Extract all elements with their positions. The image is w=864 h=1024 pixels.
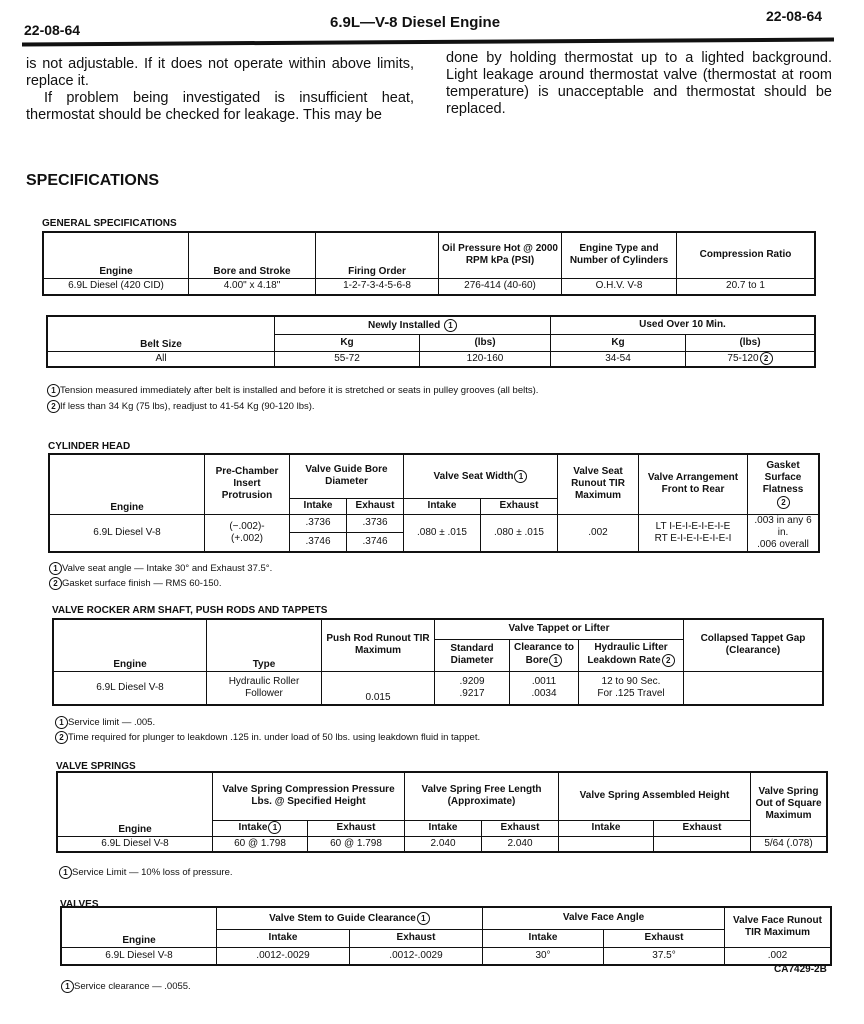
footnote-text: Service limit — .005. [68,717,156,729]
col-header: Oil Pressure Hot @ 2000 RPM kPa (PSI) [439,232,562,278]
footnote [58,866,233,879]
footnote-text: Valve seat angle — Intake 30° and Exhaust 37.5°. [62,563,273,575]
col-header [748,454,820,514]
cell-text: .9217 [459,687,485,699]
intro-paragraph: is not adjustable. If it does not operate within above limits, replace it. [26,56,414,89]
table-cell: 60 @ 1.798 [213,836,308,852]
footnote-2-icon: 2 [47,400,60,413]
col-header: Compression Ratio [677,232,816,278]
footnote-1-icon: 1 [55,716,68,729]
header-text: Gasket Surface Flatness [762,459,804,495]
footnote [54,731,480,744]
col-header: Intake [290,498,347,514]
header-rule [22,38,834,47]
table-cell: 6.9L Diesel V-8 [49,514,205,552]
header-text: Newly Installed [367,319,441,331]
footnote [48,562,272,575]
valve-springs-title: VALVE SPRINGS [56,761,136,772]
footnote-1-icon: 1 [417,912,430,925]
table-cell: .3736 [347,514,404,533]
footnote-text: If less than 34 Kg (75 lbs), readjust to 41-54 Kg (90-120 lbs). [60,401,315,413]
table-cell: 0.015 [322,671,435,705]
col-header: Kg [551,334,686,351]
col-header: Engine [57,772,213,836]
specifications-heading: SPECIFICATIONS [26,172,160,189]
header-text: Hydraulic Lifter Leakdown Rate [587,642,668,667]
table-cell: 37.5° [604,947,725,965]
col-header: Exhaust [654,820,751,836]
col-header: Exhaust [350,929,483,947]
col-header: Kg [275,334,420,351]
cylinder-head-title: CYLINDER HEAD [48,441,131,452]
col-header: Standard Diameter [435,639,510,671]
table-cell: 20.7 to 1 [677,278,816,295]
col-header: Intake [404,498,481,514]
page-number-right: 22-08-64 [766,8,823,24]
footnote-1-icon: 1 [514,470,527,483]
intro-paragraph: done by holding thermostat up to a lighted background. Light leakage around thermostat valve (thermostat at room temperature) is unacceptable and thermostat should be replaced. [446,50,832,117]
cell-text: .0011 [531,675,557,687]
page-number-left: 22-08-64 [24,22,81,38]
col-header: Valve Spring Free Length (Approximate) [405,772,559,820]
rocker-arm-table [52,618,824,706]
col-header: Exhaust [604,929,725,947]
valves-title: VALVES [60,899,99,910]
col-header: Intake [405,820,482,836]
col-header [579,639,684,671]
table-cell: .0012-.0029 [350,947,483,965]
col-header: Collapsed Tappet Gap (Clearance) [684,619,824,671]
table-cell: 5/64 (.078) [751,836,828,852]
footnote-1-icon: 1 [549,654,562,667]
cell-text: (+.002) [231,532,263,544]
col-header: Engine [61,907,217,947]
footnote-text: Time required for plunger to leakdown .125 in. under load of 50 lbs. using leakdown fluid in tappet. [68,732,481,744]
col-header [404,454,558,498]
col-header: Valve Guide Bore Diameter [290,454,404,498]
col-header [217,907,483,929]
cell-text: .0034 [531,687,557,699]
cell-text: (−.002)- [229,520,265,532]
table-cell: 60 @ 1.798 [308,836,405,852]
table-cell: .080 ± .015 [404,514,481,552]
table-cell: 6.9L Diesel V-8 [61,947,217,965]
table-cell: 6.9L Diesel (420 CID) [43,278,189,295]
table-cell: 2.040 [405,836,482,852]
valves-table [60,906,832,966]
col-header: Exhaust [482,820,559,836]
cell-text: LT I-E-I-E-I-E-I-E [655,520,731,532]
col-header: Bore and Stroke [189,232,316,278]
footnote [46,384,538,397]
col-header: Engine [49,454,205,514]
col-header [213,820,308,836]
col-header: Intake [483,929,604,947]
cell-text: .003 in any 6 in. [754,514,812,538]
footnote-1-icon: 1 [47,384,60,397]
table-cell: .0012-.0029 [217,947,350,965]
table-cell: 276-414 (40-60) [439,278,562,295]
table-cell: 4.00" x 4.18" [189,278,316,295]
table-cell: .080 ± .015 [481,514,558,552]
footnote [46,400,315,413]
table-cell: 2.040 [482,836,559,852]
footnote [54,716,155,729]
table-cell: .3736 [290,514,347,533]
figure-reference: CA7429-2B [774,964,827,975]
table-cell: 120-160 [420,351,551,367]
col-header: (lbs) [686,334,816,351]
cylinder-head-table [48,453,820,553]
table-cell: 1-2-7-3-4-5-6-8 [316,278,439,295]
col-header: Valve Face Angle [483,907,725,929]
col-header: Engine [53,619,207,671]
footnote [60,980,191,993]
table-cell: 6.9L Diesel V-8 [53,671,207,705]
intro-paragraph: If problem being investigated is insufficient heat, thermostat should be checked for leakage. This may be [26,90,414,123]
footnote-2-icon: 2 [49,577,62,590]
footnote-text: Gasket surface finish — RMS 60-150. [62,578,222,590]
cell-text: RT E-I-E-I-E-I-E-I [654,532,732,544]
col-header: Valve Arrangement Front to Rear [639,454,748,514]
col-header [510,639,579,671]
table-cell: 6.9L Diesel V-8 [57,836,213,852]
col-header: Valve Seat Runout TIR Maximum [558,454,639,514]
valve-springs-table [56,771,828,853]
col-header: Valve Spring Compression Pressure Lbs. @ Specified Height [213,772,405,820]
footnote-2-icon: 2 [760,352,773,365]
cell-text: 75-120 [727,353,759,365]
header-text: Valve Seat Width [433,470,514,482]
col-header: Valve Spring Assembled Height [559,772,751,820]
table-cell: 30° [483,947,604,965]
col-header: (lbs) [420,334,551,351]
header-text: Valve Stem to Guide Clearance [269,912,416,924]
table-cell: 34-54 [551,351,686,367]
table-cell: O.H.V. V-8 [562,278,677,295]
general-specs-title: GENERAL SPECIFICATIONS [42,218,177,229]
table-cell: All [47,351,275,367]
footnote-1-icon: 1 [444,319,457,332]
col-header: Valve Face Runout TIR Maximum [725,907,832,947]
footnote-1-icon: 1 [61,980,74,993]
col-header: Belt Size [47,316,275,351]
footnote-2-icon: 2 [777,496,790,509]
footnote-text: Service clearance — .0055. [74,981,191,993]
table-cell: .3746 [290,533,347,552]
footnote-1-icon: 1 [268,821,281,834]
cell-text: For .125 Travel [597,687,665,699]
table-cell [205,514,290,552]
header-text: Intake [238,822,268,834]
col-header: Type [207,619,322,671]
page-title: 6.9L—V-8 Diesel Engine [330,14,501,31]
table-cell: .3746 [347,533,404,552]
table-cell [579,671,684,705]
col-header: Exhaust [481,498,558,514]
footnote [48,577,221,590]
col-header: Valve Tappet or Lifter [435,619,684,639]
col-header: Engine [43,232,189,278]
intro-column-right [446,50,832,118]
belt-tension-table [46,315,816,368]
table-cell: .002 [725,947,832,965]
table-cell: Hydraulic Roller Follower [207,671,322,705]
col-header: Exhaust [308,820,405,836]
col-header: Firing Order [316,232,439,278]
table-cell [748,514,820,552]
table-cell: 55-72 [275,351,420,367]
cell-text: .006 overall [757,538,809,550]
col-header: Used Over 10 Min. [551,316,816,334]
table-cell [684,671,824,705]
rocker-arm-title: VALVE ROCKER ARM SHAFT, PUSH RODS AND TAPPETS [52,605,328,616]
col-header: Exhaust [347,498,404,514]
col-header: Pre-Chamber Insert Protrusion [205,454,290,514]
table-cell [686,351,816,367]
header-text: Clearance to Bore [513,642,575,667]
col-header [275,316,551,334]
footnote-text: Tension measured immediately after belt is installed and before it is stretched or seats in pulley grooves (all belts). [60,385,539,397]
col-header: Push Rod Runout TIR Maximum [322,619,435,671]
cell-text: 12 to 90 Sec. [601,675,661,687]
table-cell [510,671,579,705]
col-header: Engine Type and Number of Cylinders [562,232,677,278]
general-specs-table [42,231,816,296]
cell-text: .9209 [459,675,485,687]
table-cell: .002 [558,514,639,552]
table-cell [639,514,748,552]
col-header: Intake [559,820,654,836]
footnote-2-icon: 2 [662,654,675,667]
footnote-1-icon: 1 [59,866,72,879]
intro-column-left [26,56,414,124]
col-header: Valve Spring Out of Square Maximum [751,772,828,836]
table-cell [559,836,654,852]
footnote-2-icon: 2 [55,731,68,744]
footnote-text: Service Limit — 10% loss of pressure. [72,867,233,879]
col-header: Intake [217,929,350,947]
footnote-1-icon: 1 [49,562,62,575]
table-cell [435,671,510,705]
table-cell [654,836,751,852]
